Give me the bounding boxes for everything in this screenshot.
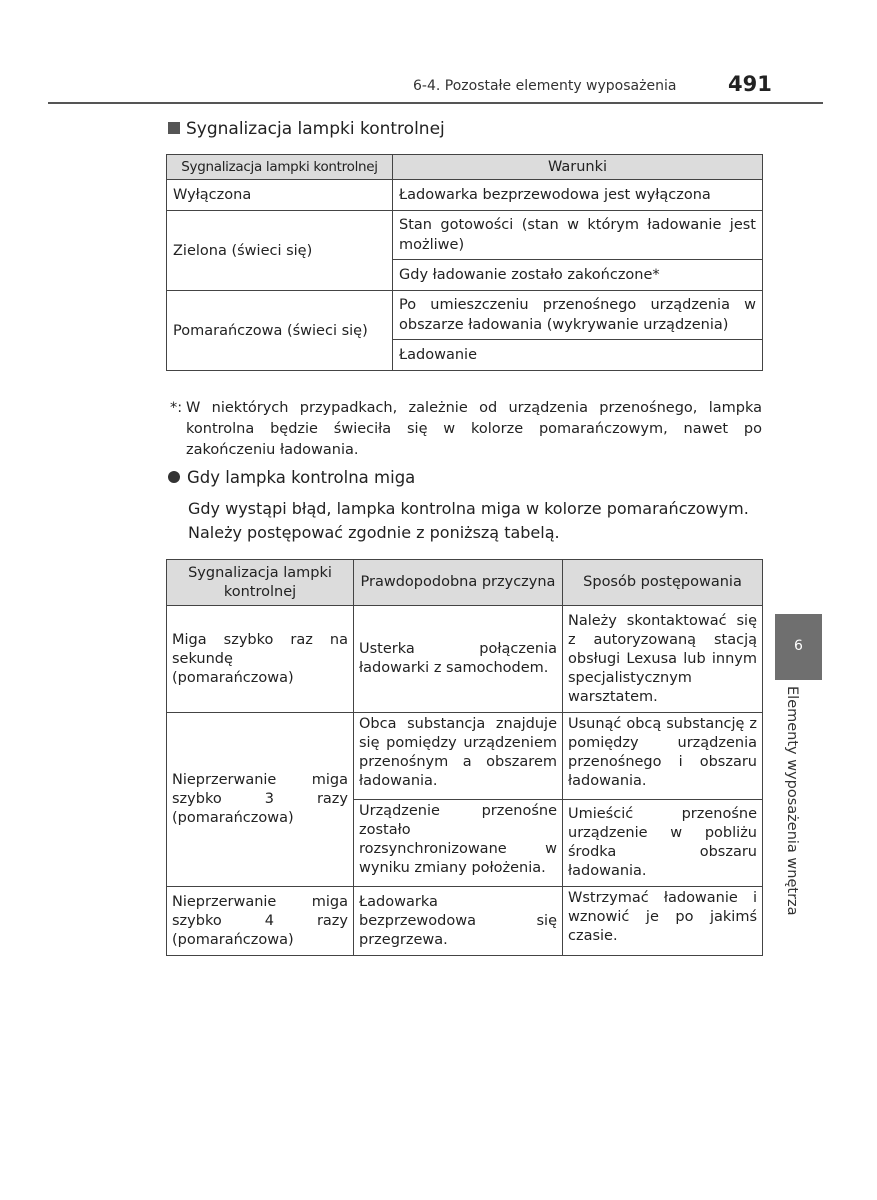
footnote [170,398,762,461]
condition-cell: Gdy ładowanie zostało zakończone* [393,260,763,291]
cause-cell: Urządzenie przenośne zostało rozsynchronizowane w wyniku zmiany położenia. [354,800,563,887]
action-cell: Usunąć obcą substancję z pomiędzy urządzenia przenośnego i obszaru ładowania. [563,713,763,800]
indicator-cell: Wyłączona [167,180,393,211]
indicator-cell: Zielona (świeci się) [167,211,393,291]
indicator-cell: Miga szybko raz na sekundę (pomarańczowa) [167,606,354,713]
round-bullet-icon [168,471,180,483]
condition-cell: Po umieszczeniu przenośnego urządzenia w obszarze ładowania (wykrywanie urządzenia) [393,291,763,340]
condition-cell: Ładowanie [393,340,763,371]
action-cell: Należy skontaktować się z autoryzowaną stacją obsługi Lexusa lub innym specjalistycznym warsztatem. [563,606,763,713]
section-heading [168,119,445,139]
action-cell: Wstrzymać ładowanie i wznowić je po jakimś czasie. [563,887,763,956]
header-rule [48,102,823,104]
chapter-side-label: Elementy wyposażenia wnętrza [784,686,800,916]
body-paragraph: Gdy wystąpi błąd, lampka kontrolna miga w kolorze pomarańczowym. Należy postępować zgodnie z poniższą tabelą. [188,499,749,542]
section-title: Sygnalizacja lampki kontrolnej [186,119,445,139]
chapter-title: 6-4. Pozostałe elementy wyposażenia [413,78,677,94]
table-row [167,180,763,211]
table-row [167,211,763,260]
cause-cell: Usterka połączenia ładowarki z samochodem. [354,606,563,713]
indicator-cell: Nieprzerwanie miga szybko 3 razy (pomarańczowa) [167,713,354,887]
column-header: Warunki [393,155,763,180]
indicator-cell: Nieprzerwanie miga szybko 4 razy (pomarańczowa) [167,887,354,956]
bullet-heading [168,468,415,487]
footnote-text: W niektórych przypadkach, zależnie od urządzenia przenośnego, lampka kontrolna będzie świeciła się w kolorze pomarańczowym, nawet po zakończeniu ładowania. [186,400,762,458]
page-number: 491 [728,72,772,96]
condition-cell: Stan gotowości (stan w którym ładowanie jest możliwe) [393,211,763,260]
column-header: Sygnalizacja lampki kontrolnej [167,155,393,180]
column-header: Sygnalizacja lampki kontrolnej [167,560,354,606]
square-bullet-icon [168,122,180,134]
condition-cell: Ładowarka bezprzewodowa jest wyłączona [393,180,763,211]
table-row [167,606,763,713]
table-row [167,713,763,800]
cause-cell: Ładowarka bezprzewodowa się przegrzewa. [354,887,563,956]
indicator-table [166,154,763,371]
indicator-cell: Pomarańczowa (świeci się) [167,291,393,371]
chapter-tab [775,614,822,680]
table-row [167,887,763,956]
bullet-title: Gdy lampka kontrolna miga [187,468,416,487]
footnote-mark: *: [170,400,183,416]
table-header-row [167,560,763,606]
cause-cell: Obca substancja znajduje się pomiędzy urządzeniem przenośnym a obszarem ładowania. [354,713,563,800]
blinking-table [166,559,763,956]
table-row [167,291,763,340]
column-header: Prawdopodobna przyczyna [354,560,563,606]
chapter-number: 6 [794,638,803,654]
action-cell: Umieścić przenośne urządzenie w pobliżu środka obszaru ładowania. [563,800,763,887]
table-header-row [167,155,763,180]
column-header: Sposób postępowania [563,560,763,606]
